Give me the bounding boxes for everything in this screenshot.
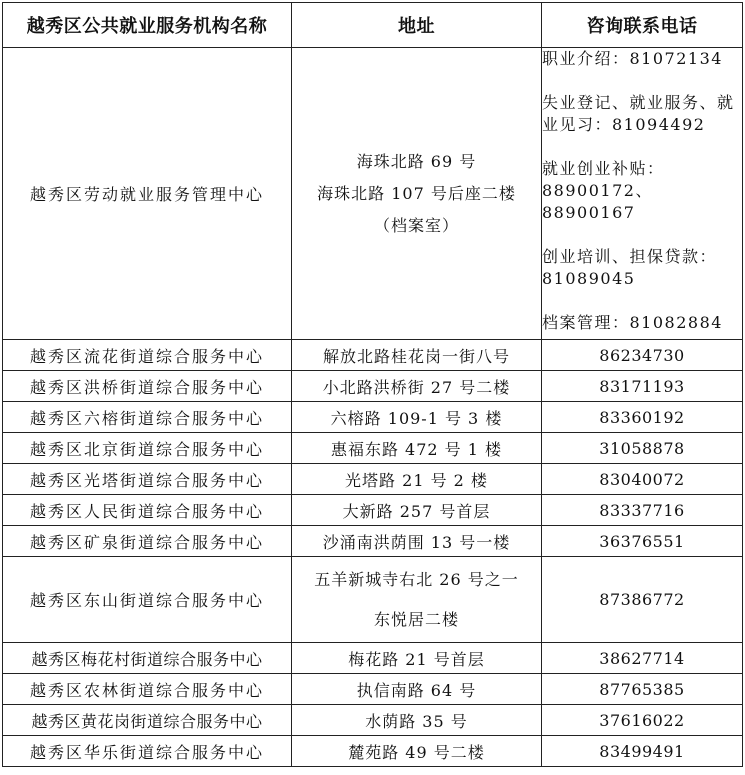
contact-entry: 失业登记、就业服务、就业见习：81094492 xyxy=(542,93,735,134)
agency-name: 越秀区光塔街道综合服务中心 xyxy=(3,464,292,495)
address-line: 海珠北路 69 号 xyxy=(356,151,477,171)
agency-phone: 37616022 xyxy=(542,705,743,736)
header-name: 越秀区公共就业服务机构名称 xyxy=(3,3,292,48)
agency-address: 沙涌南洪荫围 13 号一楼 xyxy=(292,526,542,557)
address-line: 海珠北路 107 号后座二楼 xyxy=(317,183,516,203)
table-row xyxy=(3,340,743,371)
agency-address xyxy=(292,48,542,340)
address-line: （档案室） xyxy=(373,215,459,235)
agency-name: 越秀区东山街道综合服务中心 xyxy=(3,557,292,643)
agency-name: 越秀区六榕街道综合服务中心 xyxy=(3,402,292,433)
agency-name: 越秀区农林街道综合服务中心 xyxy=(3,674,292,705)
table-row xyxy=(3,705,743,736)
header-address: 地址 xyxy=(292,3,542,48)
agency-address: 解放北路桂花岗一街八号 xyxy=(292,340,542,371)
contact-entry: 创业培训、担保贷款：81089045 xyxy=(542,247,718,288)
agency-contacts xyxy=(542,48,743,340)
agency-address: 惠福东路 472 号 1 楼 xyxy=(292,433,542,464)
agency-phone: 86234730 xyxy=(542,340,743,371)
service-agencies-table xyxy=(2,2,743,767)
table-row xyxy=(3,371,743,402)
agency-phone: 36376551 xyxy=(542,526,743,557)
agency-phone: 38627714 xyxy=(542,643,743,674)
agency-name: 越秀区北京街道综合服务中心 xyxy=(3,433,292,464)
agency-name: 越秀区梅花村街道综合服务中心 xyxy=(3,643,292,674)
table-row xyxy=(3,674,743,705)
agency-address xyxy=(292,557,542,643)
agency-address: 六榕路 109-1 号 3 楼 xyxy=(292,402,542,433)
agency-name: 越秀区洪桥街道综合服务中心 xyxy=(3,371,292,402)
table-row xyxy=(3,526,743,557)
address-line: 东悦居二楼 xyxy=(373,609,459,629)
agency-name: 越秀区华乐街道综合服务中心 xyxy=(3,736,292,767)
header-row xyxy=(3,3,743,48)
agency-phone: 87765385 xyxy=(542,674,743,705)
table-row xyxy=(3,464,743,495)
table-row-dongshan xyxy=(3,557,743,643)
agency-phone: 83040072 xyxy=(542,464,743,495)
agency-name: 越秀区矿泉街道综合服务中心 xyxy=(3,526,292,557)
address-line: 五羊新城寺右北 26 号之一 xyxy=(314,569,519,589)
table-row xyxy=(3,433,743,464)
agency-phone: 83499491 xyxy=(542,736,743,767)
agency-address: 小北路洪桥街 27 号二楼 xyxy=(292,371,542,402)
contact-entry: 档案管理：81082884 xyxy=(542,313,723,332)
agency-phone: 87386772 xyxy=(542,557,743,643)
agency-name: 越秀区劳动就业服务管理中心 xyxy=(3,48,292,340)
agency-name: 越秀区黄花岗街道综合服务中心 xyxy=(3,705,292,736)
agency-address: 大新路 257 号首层 xyxy=(292,495,542,526)
table-row xyxy=(3,495,743,526)
contact-entry: 就业创业补贴：88900172、88900167 xyxy=(542,159,665,222)
table-row xyxy=(3,643,743,674)
agency-phone: 31058878 xyxy=(542,433,743,464)
agency-phone: 83360192 xyxy=(542,402,743,433)
agency-name: 越秀区流花街道综合服务中心 xyxy=(3,340,292,371)
agency-address: 水荫路 35 号 xyxy=(292,705,542,736)
agency-address: 麓苑路 49 号二楼 xyxy=(292,736,542,767)
header-phone: 咨询联系电话 xyxy=(542,3,743,48)
table-row-main-center xyxy=(3,48,743,340)
agency-phone: 83337716 xyxy=(542,495,743,526)
table-row xyxy=(3,736,743,767)
agency-address: 执信南路 64 号 xyxy=(292,674,542,705)
agency-name: 越秀区人民街道综合服务中心 xyxy=(3,495,292,526)
contact-entry: 职业介绍：81072134 xyxy=(542,49,723,68)
table-row xyxy=(3,402,743,433)
agency-address: 光塔路 21 号 2 楼 xyxy=(292,464,542,495)
agency-address: 梅花路 21 号首层 xyxy=(292,643,542,674)
agency-phone: 83171193 xyxy=(542,371,743,402)
